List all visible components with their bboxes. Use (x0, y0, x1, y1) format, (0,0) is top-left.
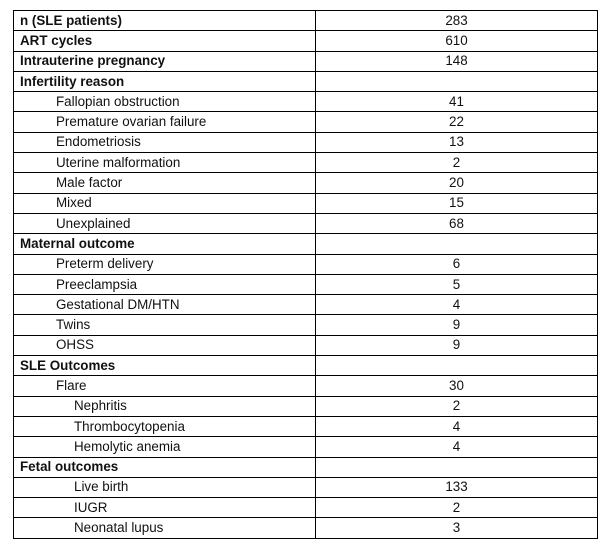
section-header-label: Fetal outcomes (14, 457, 316, 477)
row-label: Endometriosis (14, 132, 316, 152)
table-row (14, 295, 598, 315)
row-value: 148 (316, 51, 598, 71)
row-value: 283 (316, 11, 598, 31)
row-value: 610 (316, 31, 598, 51)
row-label: Premature ovarian failure (14, 112, 316, 132)
row-value: 68 (316, 213, 598, 233)
row-label: Thrombocytopenia (14, 416, 316, 436)
table-row (14, 173, 598, 193)
row-value (316, 356, 598, 376)
row-label: Flare (14, 376, 316, 396)
section-header-label: Maternal outcome (14, 234, 316, 254)
row-label: IUGR (14, 498, 316, 518)
table-row (14, 254, 598, 274)
row-label: Unexplained (14, 213, 316, 233)
row-value: 4 (316, 295, 598, 315)
row-label: Nephritis (14, 396, 316, 416)
row-label: n (SLE patients) (14, 11, 316, 31)
row-label: Hemolytic anemia (14, 437, 316, 457)
section-header-row (14, 71, 598, 91)
table-row (14, 416, 598, 436)
row-label: Mixed (14, 193, 316, 213)
row-value: 2 (316, 153, 598, 173)
row-value: 2 (316, 498, 598, 518)
table-row (14, 153, 598, 173)
row-label: Preeclampsia (14, 274, 316, 294)
row-label: Twins (14, 315, 316, 335)
table-row (14, 274, 598, 294)
row-label: Live birth (14, 477, 316, 497)
row-value: 30 (316, 376, 598, 396)
table-row (14, 477, 598, 497)
row-value: 133 (316, 477, 598, 497)
table-row (14, 437, 598, 457)
row-value (316, 457, 598, 477)
row-value: 22 (316, 112, 598, 132)
row-label: Preterm delivery (14, 254, 316, 274)
row-label: OHSS (14, 335, 316, 355)
row-value: 9 (316, 335, 598, 355)
section-header-label: SLE Outcomes (14, 356, 316, 376)
row-value: 5 (316, 274, 598, 294)
section-header-row (14, 457, 598, 477)
table-row (14, 396, 598, 416)
row-value (316, 234, 598, 254)
table-row (14, 193, 598, 213)
row-value: 2 (316, 396, 598, 416)
table-row (14, 315, 598, 335)
section-header-row (14, 356, 598, 376)
row-value (316, 71, 598, 91)
table-row (14, 92, 598, 112)
table-row (14, 498, 598, 518)
row-value: 6 (316, 254, 598, 274)
row-value: 4 (316, 437, 598, 457)
row-label: Male factor (14, 173, 316, 193)
section-header-label: Infertility reason (14, 71, 316, 91)
row-label: Gestational DM/HTN (14, 295, 316, 315)
row-value: 20 (316, 173, 598, 193)
table-row (14, 11, 598, 31)
table-row (14, 132, 598, 152)
row-value: 9 (316, 315, 598, 335)
row-label: Fallopian obstruction (14, 92, 316, 112)
table-row (14, 213, 598, 233)
row-label: ART cycles (14, 31, 316, 51)
table-row (14, 31, 598, 51)
outcomes-table (13, 10, 598, 539)
row-value: 13 (316, 132, 598, 152)
table-row (14, 112, 598, 132)
table-row (14, 51, 598, 71)
row-value: 15 (316, 193, 598, 213)
row-label: Uterine malformation (14, 153, 316, 173)
table-row (14, 335, 598, 355)
table-row (14, 376, 598, 396)
row-value: 4 (316, 416, 598, 436)
section-header-row (14, 234, 598, 254)
row-label: Neonatal lupus (14, 518, 316, 538)
row-value: 41 (316, 92, 598, 112)
table-row (14, 518, 598, 538)
row-value: 3 (316, 518, 598, 538)
row-label: Intrauterine pregnancy (14, 51, 316, 71)
